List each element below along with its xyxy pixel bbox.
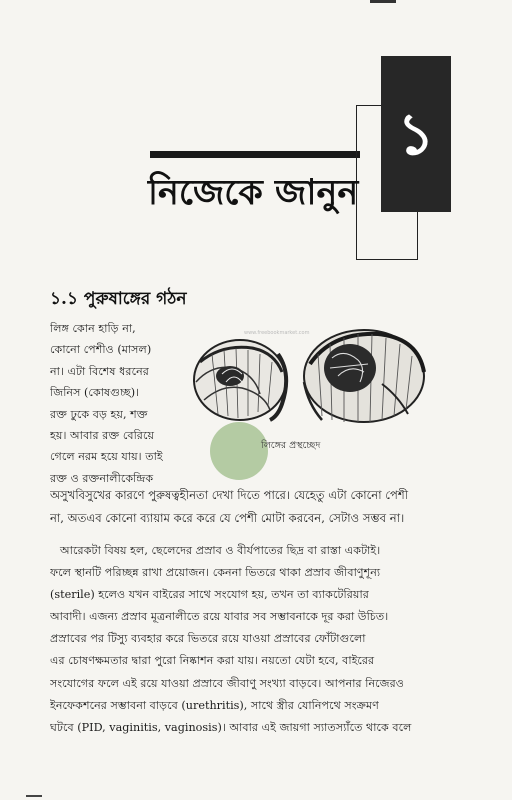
chapter-title: নিজেকে জানুন xyxy=(148,172,359,213)
text-line: জিনিস (কোষগুচ্ছ)। xyxy=(50,386,140,400)
page-edge-mark xyxy=(26,795,42,797)
chapter-rule xyxy=(150,151,360,158)
left-column-text xyxy=(50,318,200,489)
text-line: ঘটবে (PID, vaginitis, vaginosis)। আবার এই জায়গা স্যাতস্যাঁতে থাকে বলে xyxy=(50,720,412,734)
text-line: (sterile) হলেও যখন বাইরের সাথে সংযোগ হয়, তখন তা ব্যাকটেরিয়ার xyxy=(50,588,369,602)
text-line: না, অতএব কোনো ব্যায়াম করে করে যে পেশী মোটা করবেন, সেটাও সম্ভব না। xyxy=(50,511,405,525)
large-cross-section xyxy=(304,330,424,422)
section-title: ১.১ পুরুষাঙ্গের গঠন xyxy=(50,289,187,309)
text-line: রক্ত ঢুকে বড় হয়, শক্ত xyxy=(50,407,148,421)
watermark-url: www.freebookmarket.com xyxy=(244,330,310,336)
chapter-number: ১ xyxy=(397,100,435,168)
text-line: কোনো পেশীও (মাসল) xyxy=(50,343,152,357)
text-line: না। এটা বিশেষ ধরনের xyxy=(50,364,149,378)
text-line: আরেকটা বিষয় হল, ছেলেদের প্রস্রাব ও বীর্যপাতের ছিদ্র বা রাস্তা একটাই। xyxy=(60,544,381,557)
chapter-number-box xyxy=(381,56,451,212)
text-line: লিঙ্গ কোন হাড়ি না, xyxy=(50,322,136,335)
text-line: রক্ত ও রক্তনালীকেন্দ্রিক xyxy=(50,471,154,485)
page-edge-mark xyxy=(370,0,396,3)
text-line: ফলে স্থানটি পরিচ্ছন্ন রাখা প্রয়োজন। কেননা ভিতরে থাকা প্রস্রাব জীবাণুশূন্য xyxy=(50,566,381,580)
text-line: সংযোগের ফলে এই রয়ে যাওয়া প্রস্রাবে জীবাণু সংখ্যা বাড়বে। আপনার নিজেরও xyxy=(50,676,405,690)
text-line: অসুখবিসুখের কারণে পুরুষত্বহীনতা দেখা দিতে পারে। যেহেতু এটা কোনো পেশী xyxy=(50,488,409,502)
small-cross-section xyxy=(194,340,286,420)
text-line: গেলে নরম হয়ে যায়। তাই xyxy=(50,450,163,464)
text-line: প্রস্রাবের পর টিস্যু ব্যবহার করে ভিতরে রয়ে যাওয়া প্রস্রাবের ফোঁটাগুলো xyxy=(50,632,366,646)
watermark-logo xyxy=(210,422,268,480)
paragraph-continuation xyxy=(50,484,445,530)
text-line: আবাদী। এজন্য প্রস্রাব মূত্রনালীতে রয়ে যাবার সব সম্ভাবনাকে দূর করা উচিত। xyxy=(50,610,389,624)
body-paragraph xyxy=(50,540,446,739)
figure-caption: লিঙ্গের প্রস্থচ্ছেদ xyxy=(261,440,321,451)
text-line: ইনফেকশনের সম্ভাবনা বাড়বে (urethritis), সাথে স্ত্রীর যোনিপথে সংক্রমণ xyxy=(50,698,379,712)
text-line: এর চোষণক্ষমতার দ্বারা পুরো নিষ্কাশন করা যায়। নয়তো যেটা হবে, বাইরের xyxy=(50,654,375,668)
penis-cross-section-illustration xyxy=(182,324,430,439)
text-line: হয়। আবার রক্ত বেরিয়ে xyxy=(50,429,155,443)
